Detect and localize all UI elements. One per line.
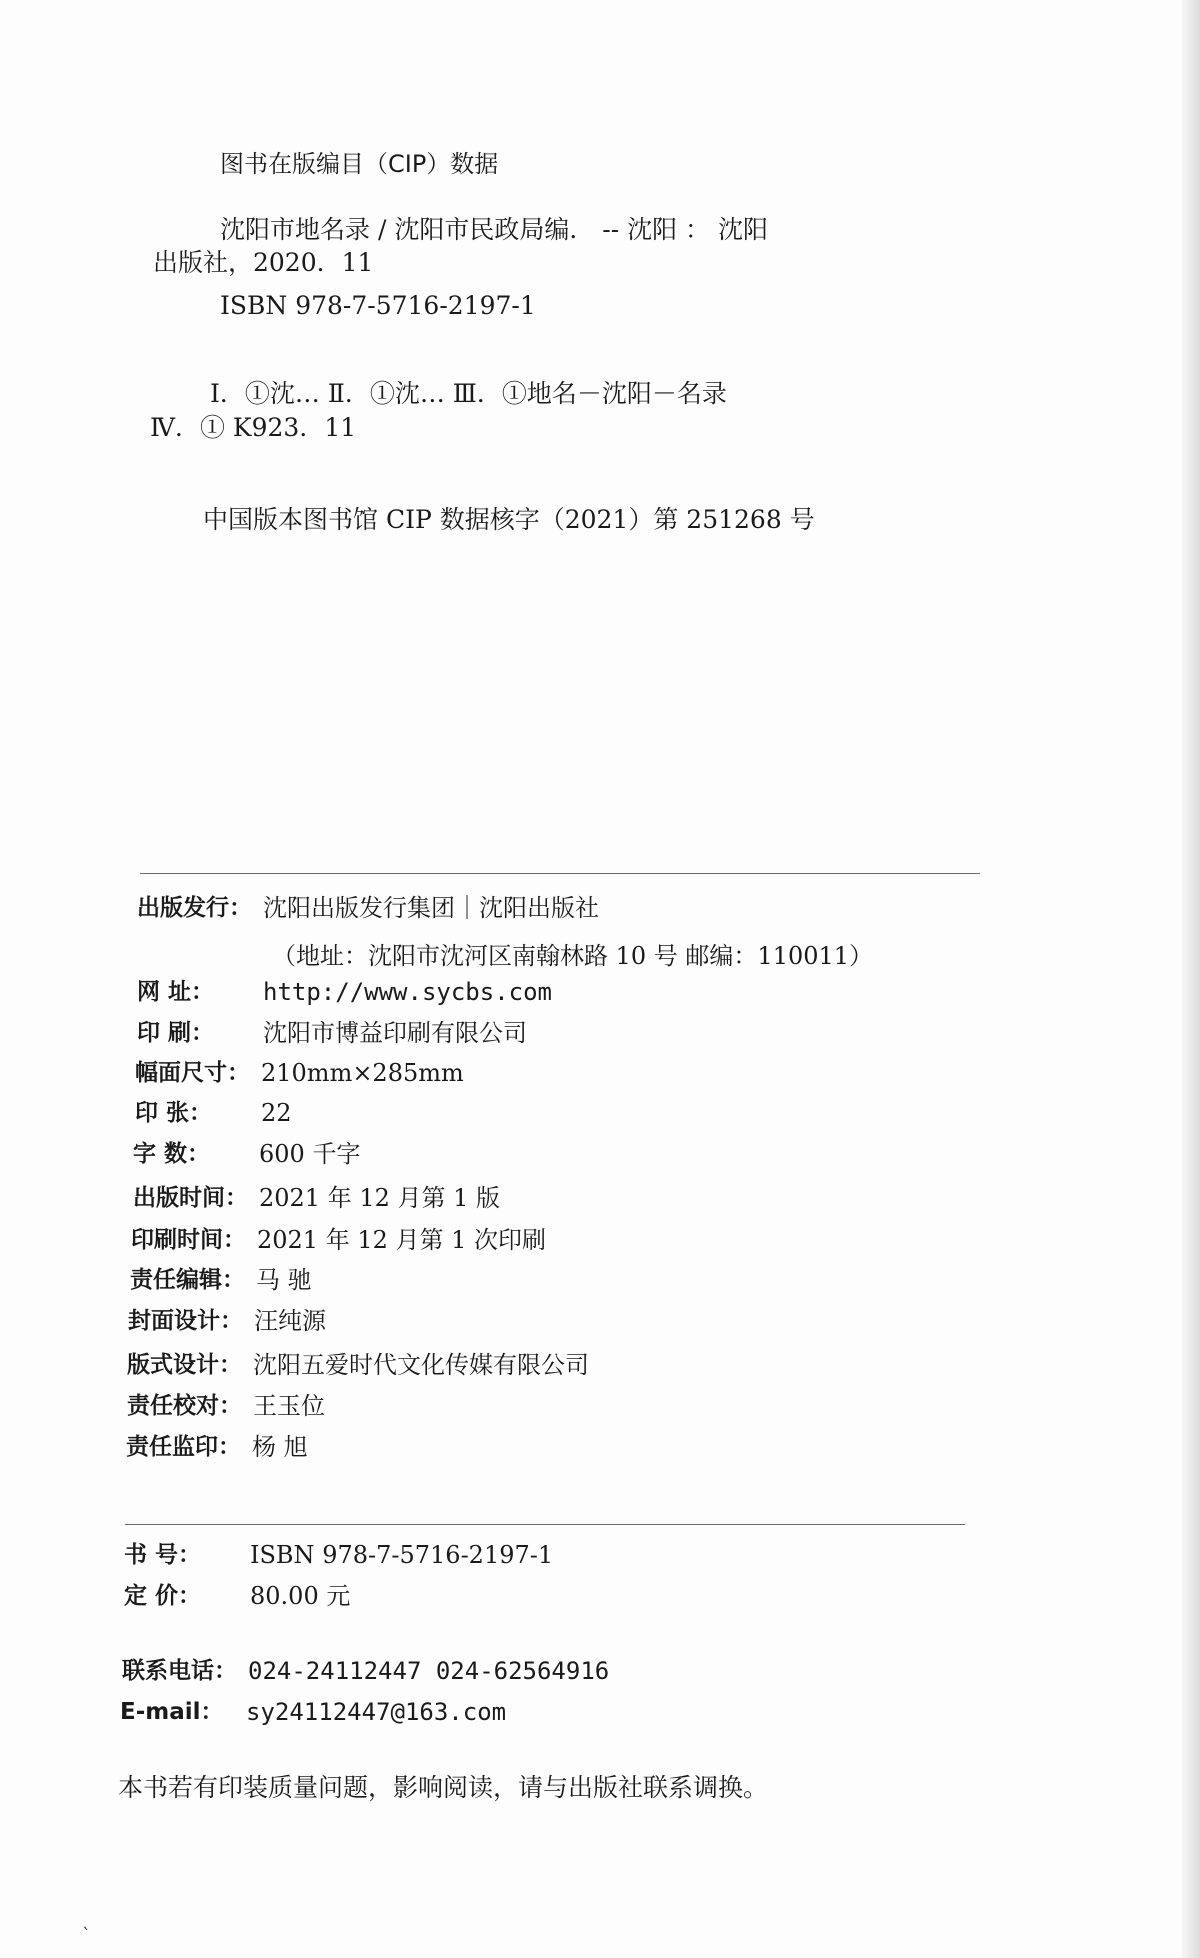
email-row bbox=[120, 1696, 506, 1728]
address-row bbox=[272, 940, 873, 972]
website-row bbox=[137, 976, 552, 1008]
sheets-label: 印 张： bbox=[135, 1100, 213, 1126]
proof-value: 王玉位 bbox=[253, 1392, 325, 1420]
divider-top bbox=[140, 873, 980, 874]
words-row bbox=[133, 1138, 360, 1170]
cip-classification-line1: Ⅰ．①沈… Ⅱ．①沈… Ⅲ．①地名－沈阳－名录 bbox=[210, 379, 727, 408]
book-number-row bbox=[124, 1539, 553, 1571]
proof-label: 责任校对： bbox=[127, 1393, 242, 1419]
quality-notice: 本书若有印装质量问题，影响阅读，请与出版社联系调换。 bbox=[118, 1773, 769, 1802]
price-value: 80.00 元 bbox=[250, 1582, 351, 1610]
book-number-value: ISBN 978-7-5716-2197-1 bbox=[250, 1541, 554, 1569]
page-edge-shadow bbox=[1182, 0, 1200, 1958]
printer-row bbox=[137, 1017, 527, 1049]
price-label: 定 价： bbox=[124, 1583, 202, 1609]
address-value: （地址：沈阳市沈河区南翰林路 10 号 邮编：110011） bbox=[272, 942, 874, 970]
printer-value: 沈阳市博益印刷有限公司 bbox=[263, 1019, 527, 1047]
editor-label: 责任编辑： bbox=[130, 1267, 245, 1293]
scan-speck: ˋ bbox=[82, 1925, 91, 1946]
cover-value: 汪纯源 bbox=[254, 1307, 326, 1335]
divider-bottom bbox=[125, 1524, 965, 1525]
words-label: 字 数： bbox=[133, 1141, 211, 1167]
cover-row bbox=[128, 1305, 326, 1337]
printer-label: 印 刷： bbox=[137, 1020, 215, 1046]
pub-time-row bbox=[133, 1182, 500, 1214]
supervise-label: 责任监印： bbox=[126, 1434, 241, 1460]
sheets-row bbox=[135, 1097, 292, 1129]
cip-number: 中国版本图书馆 CIP 数据核字（2021）第 251268 号 bbox=[203, 505, 815, 534]
cip-title-line: 沈阳市地名录 / 沈阳市民政局编． -- 沈阳 ： 沈阳 bbox=[220, 215, 768, 244]
cip-publisher-line: 出版社，2020．11 bbox=[153, 248, 374, 277]
cover-label: 封面设计： bbox=[128, 1308, 243, 1334]
print-time-value: 2021 年 12 月第 1 次印刷 bbox=[257, 1226, 547, 1254]
cip-classification-line2: Ⅳ．① K923．11 bbox=[150, 413, 357, 442]
phone-label: 联系电话： bbox=[122, 1658, 237, 1684]
proof-row bbox=[127, 1390, 325, 1422]
size-label: 幅面尺寸： bbox=[135, 1060, 250, 1086]
publisher-label: 出版发行： bbox=[137, 895, 252, 921]
website-label: 网 址： bbox=[137, 979, 215, 1005]
print-time-row bbox=[131, 1224, 546, 1256]
layout-row bbox=[127, 1349, 589, 1381]
email-label: E-mail： bbox=[120, 1699, 224, 1725]
layout-value: 沈阳五爱时代文化传媒有限公司 bbox=[253, 1351, 589, 1379]
website-value: http://www.sycbs.com bbox=[263, 978, 552, 1006]
supervise-value: 杨 旭 bbox=[252, 1433, 308, 1461]
book-number-label: 书 号： bbox=[124, 1542, 202, 1568]
size-row bbox=[135, 1057, 464, 1089]
email-value: sy24112447@163.com bbox=[246, 1698, 507, 1726]
sheets-value: 22 bbox=[261, 1099, 292, 1127]
pub-time-label: 出版时间： bbox=[133, 1185, 248, 1211]
phone-value: 024-24112447 024-62564916 bbox=[248, 1657, 610, 1685]
price-row bbox=[124, 1580, 350, 1612]
layout-label: 版式设计： bbox=[127, 1352, 242, 1378]
words-value: 600 千字 bbox=[259, 1140, 361, 1168]
publisher-row bbox=[137, 892, 599, 924]
cip-heading: 图书在版编目（CIP）数据 bbox=[220, 150, 499, 178]
pub-time-value: 2021 年 12 月第 1 版 bbox=[259, 1184, 501, 1212]
cip-isbn: ISBN 978-7-5716-2197-1 bbox=[220, 291, 536, 320]
supervise-row bbox=[126, 1431, 308, 1463]
size-value: 210mm×285mm bbox=[261, 1059, 464, 1087]
print-time-label: 印刷时间： bbox=[131, 1227, 246, 1253]
editor-row bbox=[130, 1264, 312, 1296]
editor-value: 马 驰 bbox=[256, 1266, 312, 1294]
publisher-value: 沈阳出版发行集团｜沈阳出版社 bbox=[263, 894, 599, 922]
phone-row bbox=[122, 1655, 609, 1687]
